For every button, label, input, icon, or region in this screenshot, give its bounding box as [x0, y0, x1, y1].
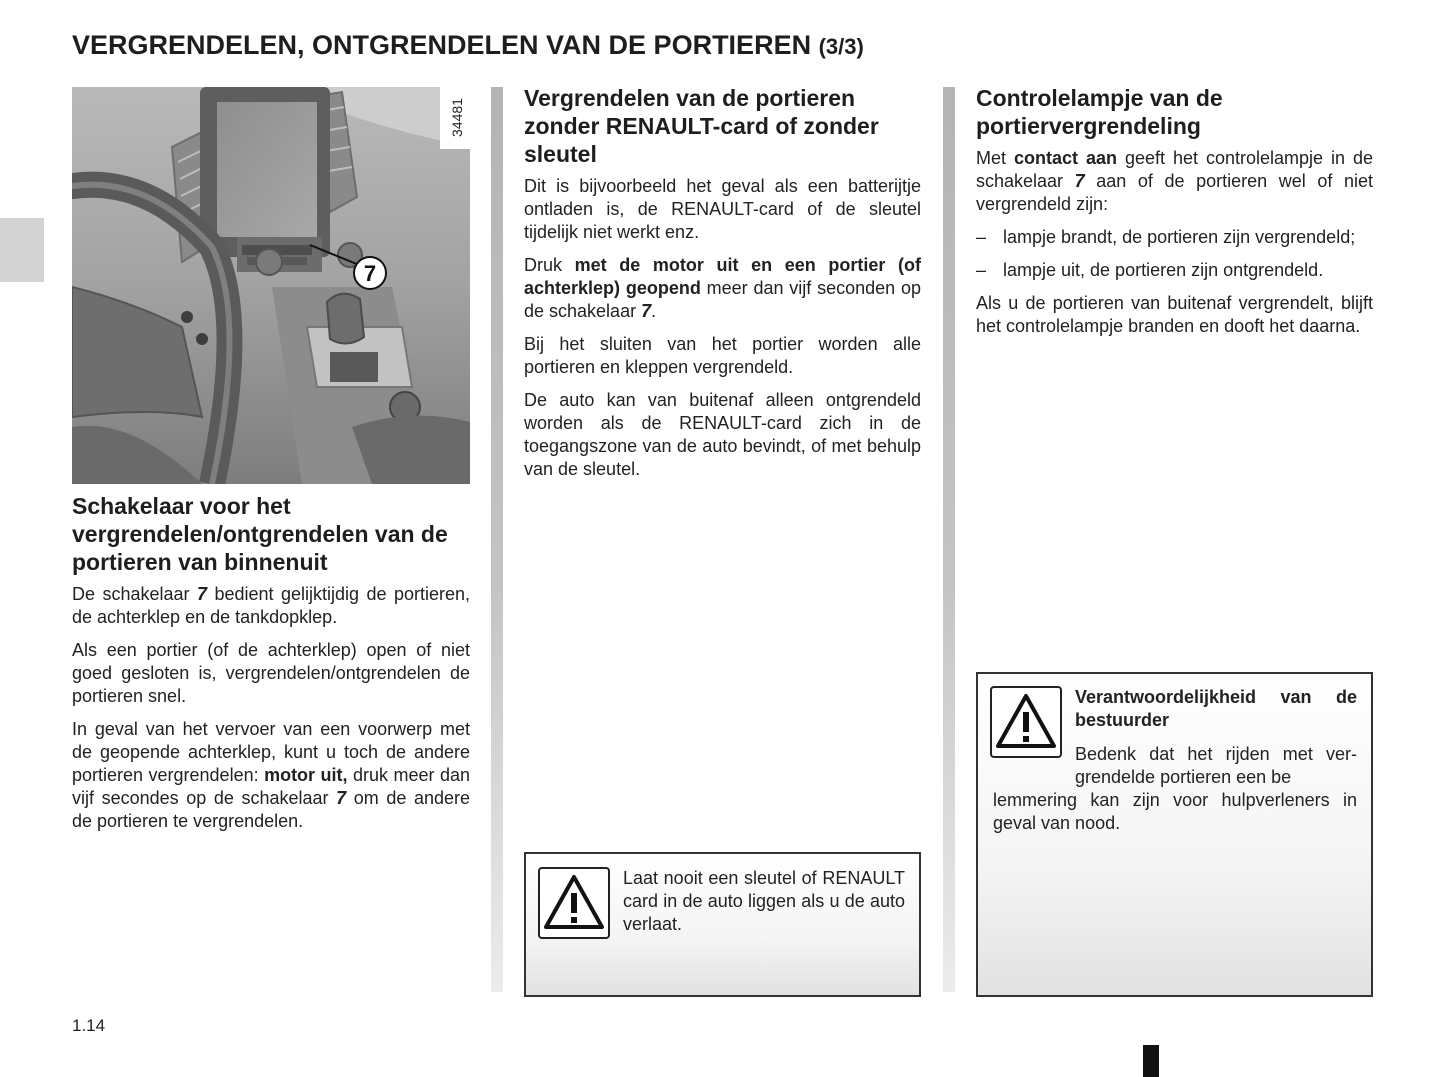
indicator-paragraph-1: Met contact aan geeft het controlelampje in de schakelaar 7 aan of de portieren wel of niet vergrendeld zijn: — [976, 148, 1373, 214]
callout-7: 7 — [363, 261, 377, 286]
switch-heading: Schakelaar voor het vergrendelen/ontgrendelen van de portieren van binnenuit — [72, 493, 448, 575]
driver-warning-title: Verantwoordelijkheid van de bestuurder — [1075, 687, 1357, 730]
list-item: – lampje uit, de portieren zijn ontgrendeld. — [976, 260, 1324, 280]
column-separator-2 — [943, 87, 955, 992]
driver-warning-text-start: Bedenk dat het rijden met vergrendelde portieren een be — [1075, 744, 1357, 787]
indicator-list — [976, 226, 1373, 282]
list-dash: – — [976, 227, 987, 247]
left-column — [72, 492, 470, 843]
no-card-paragraph-4: De auto kan van buitenaf alleen ontgrendeld worden als de RENAULT-card zich in de toegangszone van de auto bevindt, of met behulp van de sleutel. — [524, 390, 921, 479]
dashboard-photo — [72, 87, 470, 484]
driver-warning-text-end: lemmering kan zijn voor hulpverleners in geval van nood. — [993, 790, 1357, 833]
switch-paragraph-3: In geval van het vervoer van een voorwerp met de geopende achterklep, kunt u toch de andere portieren vergrendelen: motor uit, druk meer dan vijf secondes op de schakelaar 7 om de andere de portieren te vergrendelen. — [72, 719, 470, 831]
indicator-paragraph-2: Als u de portieren van buitenaf vergrendelt, blijft het controlelampje branden en dooft het daarna. — [976, 293, 1373, 336]
page-number: 1.14 — [72, 1016, 106, 1035]
page-end-marker — [1143, 1045, 1159, 1077]
dashboard-illustration — [72, 87, 470, 484]
page-title — [72, 30, 864, 61]
no-card-heading: Vergrendelen van de portieren zonder RENAULT-card of zonder sleutel — [524, 85, 879, 167]
no-card-paragraph-1: Dit is bijvoorbeeld het geval als een batterijtje ontladen is, de RENAULT-card of de sleutel tijdelijk niet werkt enz. — [524, 176, 921, 242]
warning-triangle-icon — [538, 867, 610, 939]
no-card-paragraph-2: Druk met de motor uit en een portier (of achterklep) geopend meer dan vijf seconden op de schakelaar 7. — [524, 255, 921, 321]
driver-warning-box — [976, 672, 1373, 997]
middle-column — [524, 84, 921, 491]
page-title-suffix: (3/3) — [818, 34, 864, 59]
list-item: – lampje brandt, de portieren zijn vergrendeld; — [976, 227, 1356, 247]
right-column — [976, 84, 1373, 348]
key-warning-text: Laat nooit een sleutel of RENAULT card in de auto liggen als u de auto verlaat. — [623, 868, 905, 934]
page-title-main: VERGRENDELEN, ONTGRENDELEN VAN DE PORTIEREN — [72, 30, 812, 60]
no-card-paragraph-3: Bij het sluiten van het portier worden alle portieren en kleppen vergrendeld. — [524, 334, 921, 377]
figure-reference: 34481 — [449, 98, 465, 137]
warning-triangle-icon — [990, 686, 1062, 758]
indicator-heading: Controlelampje van de portiervergrendeling — [976, 85, 1223, 139]
switch-paragraph-1: De schakelaar 7 bedient gelijktijdig de portieren, de achterklep en de tankdopklep. — [72, 584, 470, 627]
key-warning-box — [524, 852, 921, 997]
list-dash: – — [976, 260, 987, 280]
column-separator-1 — [491, 87, 503, 992]
section-tab-marker — [0, 218, 44, 282]
switch-paragraph-2: Als een portier (of de achterklep) open of niet goed gesloten is, vergrendelen/ontgrendelen de portieren snel. — [72, 640, 470, 706]
